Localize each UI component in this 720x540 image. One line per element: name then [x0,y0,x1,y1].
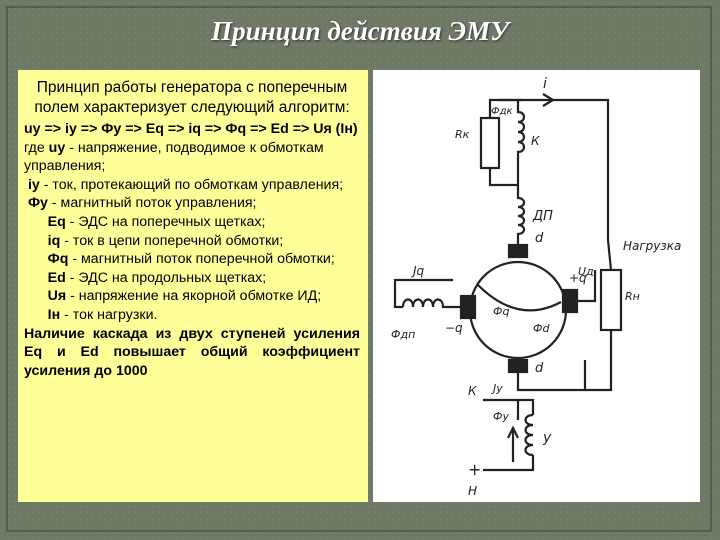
definition-line [24,213,360,232]
definition-term: Фy [27,195,48,212]
brush-d-bottom [509,360,527,372]
rk-resistor [481,118,499,168]
brush-q-left [461,296,475,318]
wire-top [498,100,608,240]
label-ud: Uд [578,265,594,278]
definition-desc: - ЭДС на продольных щетках; [65,269,267,286]
definition-line [24,287,360,306]
label-plus: + [468,460,482,479]
label-k: К [531,134,540,148]
iq-winding [403,300,461,308]
definition-prefix [24,214,48,230]
label-minus-q: −q [445,321,463,335]
brush-d-top [509,245,527,257]
definitions-list [24,139,360,325]
label-fdk: Фдк [491,106,513,117]
definition-line [24,250,360,269]
load-resistor [601,270,621,330]
definition-term: Uя [47,288,67,305]
label-dp: ДП [533,209,553,224]
circuit-svg [373,70,700,502]
conclusion-text: Наличие каскада из двух ступеней усиления Eq и Ed повышает общий коэффициент усиления до 1000 [24,325,360,379]
algorithm-formula: uy => iy => Фy => Eq => iq => Фq => Ed => Uя (Iн) [24,121,358,137]
label-i: i [543,76,547,92]
definition-desc: - магнитный поток поперечной обмотки; [68,251,335,268]
definition-prefix: где [24,139,49,156]
definition-prefix [24,270,48,286]
label-load: Нагрузка [623,239,682,253]
definition-term: Eq [47,213,66,230]
definition-term: uy [48,139,66,156]
label-rk: Rк [455,128,470,141]
definition-desc: - напряжение, подводимое к обмоткам управления; [24,139,324,175]
definition-line [24,139,360,176]
definition-term: iy [27,176,40,193]
k-winding [518,100,524,185]
definition-term: Iн [47,306,61,323]
brush-q-right [563,290,577,312]
definition-desc: - напряжение на якорной обмотке ИД; [66,288,322,305]
label-k-bottom: К [468,384,477,398]
definition-line [24,194,360,213]
definition-prefix [24,233,48,249]
definition-desc: - ток в цепи поперечной обмотки; [60,232,284,249]
definition-term: Ed [47,269,66,286]
definition-line [24,306,360,325]
definition-prefix [24,288,48,304]
definition-prefix [24,307,48,323]
definition-desc: - ток нагрузки. [60,306,158,323]
definition-desc: - ЭДС на поперечных щетках; [65,213,266,230]
label-y: у [543,430,552,446]
emu-circuit-diagram [373,70,700,502]
slide-title: Принцип действия ЭМУ [211,16,509,46]
diagram-labels [391,76,681,498]
definition-line [24,176,360,195]
label-fd: Фd [533,322,550,335]
label-d-bottom: d [535,361,544,376]
label-rh: Rн [625,290,640,303]
intro-text: Принцип работы генератора с поперечным полем характеризует следующий алгоритм: [34,79,350,116]
definition-desc: - магнитный поток управления; [47,195,257,212]
text-panel [18,70,368,502]
definition-line [24,269,360,288]
label-fdp: Фдп [391,328,416,341]
label-fy: Фу [493,410,509,423]
definition-term: Фq [47,251,69,268]
dp-winding [518,185,524,250]
label-fq: Фq [493,305,510,318]
label-n: Н [468,484,478,498]
label-iq: Jq [413,264,425,278]
control-winding [526,415,534,455]
label-iy: Jу [493,382,503,395]
label-plus-q: +q [569,271,587,285]
definition-prefix [24,251,48,267]
definition-term: iq [47,232,61,249]
definition-desc: - ток, протекающий по обмоткам управления; [39,176,344,193]
definition-line [24,232,360,251]
label-d-top: d [535,231,544,246]
